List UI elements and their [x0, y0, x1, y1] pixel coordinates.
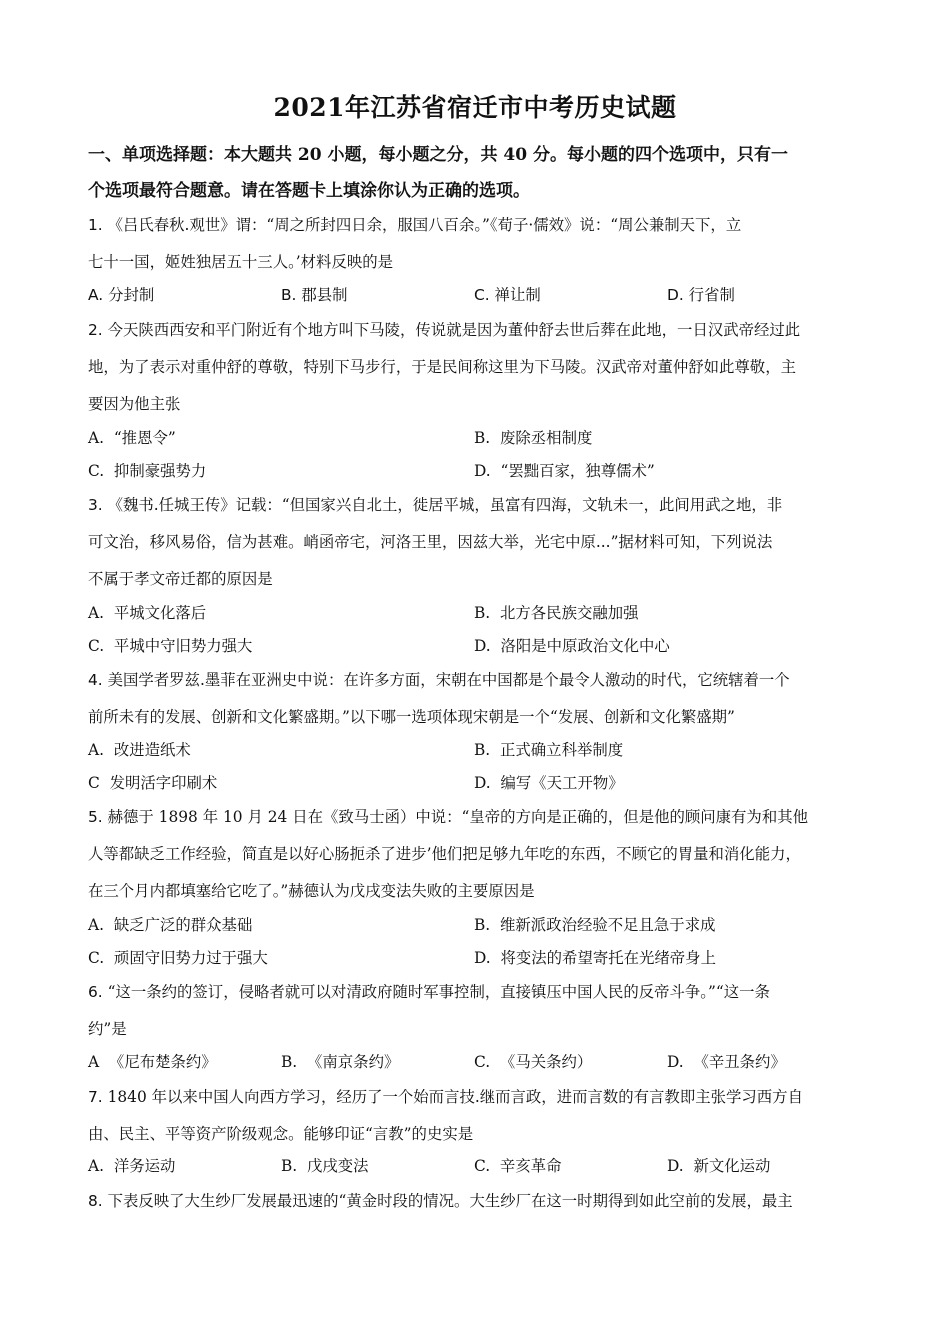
- question-4-line-2: 前所未有的发展、创新和文化繁盛期。”以下哪一选项体现宋朝是一个“发展、创新和文化繁盛期”: [88, 708, 735, 726]
- option-letter: B.: [281, 1053, 298, 1071]
- q3-option-b[interactable]: [474, 602, 639, 624]
- question-1-line-2: 七十一国，姬姓独居五十三人。’材料反映的是: [88, 253, 394, 271]
- option-text: 缺乏广泛的群众基础: [113, 916, 253, 934]
- q6-option-d[interactable]: [667, 1051, 786, 1073]
- option-text: 行省制: [688, 286, 735, 304]
- option-letter: D.: [667, 1053, 684, 1071]
- question-8-line-1: [88, 1190, 868, 1212]
- question-5-line-2: 人等都缺乏工作经验，简直是以好心肠扼杀了进步’他们把足够九年吃的东西，不顾它的胃量和消化能力，: [88, 845, 801, 863]
- question-text: 《魏书.任城王传》记载：“但国家兴自北土，徙居平城，虽富有四海，文轨未一，此间用武之地，非: [107, 496, 783, 514]
- option-text: 洋务运动: [113, 1157, 176, 1175]
- q2-option-a[interactable]: [88, 427, 176, 449]
- option-letter: D.: [474, 637, 491, 655]
- option-letter: C.: [88, 462, 105, 480]
- option-text: 《马关条约）: [499, 1053, 593, 1071]
- question-number: 3.: [88, 496, 103, 514]
- option-letter: B.: [474, 429, 491, 447]
- option-letter: B.: [474, 916, 491, 934]
- q7-option-c[interactable]: [474, 1155, 562, 1177]
- option-letter: C: [88, 774, 100, 792]
- q1-option-b[interactable]: [281, 284, 348, 306]
- question-number: 2.: [88, 321, 103, 339]
- q4-option-d[interactable]: [474, 772, 624, 794]
- option-text: 辛亥革命: [499, 1157, 562, 1175]
- option-text: 发明活字印刷术: [109, 774, 218, 792]
- option-text: 新文化运动: [693, 1157, 771, 1175]
- question-number: 1.: [88, 216, 103, 234]
- option-text: “罢黜百家，独尊儒术”: [500, 462, 655, 480]
- option-text: 北方各民族交融加强: [500, 604, 639, 622]
- question-number: 8.: [88, 1192, 103, 1210]
- q4-option-b[interactable]: [474, 739, 623, 761]
- question-1-line-1: [88, 214, 868, 236]
- option-letter: B.: [474, 741, 491, 759]
- option-text: 改进造纸术: [113, 741, 191, 759]
- option-letter: D.: [474, 774, 491, 792]
- question-5-line-1: [88, 806, 868, 828]
- question-text: 1840 年以来中国人向西方学习，经历了一个始而言技.继而言政，进而言数的有言教即主张学习西方自: [107, 1088, 803, 1106]
- section-instructions-line2: 个选项最符合题意。请在答题卡上填涂你认为正确的选项。: [88, 181, 530, 201]
- option-letter: B.: [281, 286, 297, 304]
- question-6-line-2: 约”是: [88, 1020, 127, 1038]
- question-text: 美国学者罗兹.墨菲在亚洲史中说：在许多方面，宋朝在中国都是个最令人激动的时代，它统辖着一个: [107, 671, 790, 689]
- question-number: 5.: [88, 808, 103, 826]
- q5-option-c[interactable]: [88, 947, 268, 969]
- q4-option-c[interactable]: [88, 772, 217, 794]
- option-letter: A.: [88, 286, 104, 304]
- question-7-line-2: 由、民主、平等资产阶级观念。能够印证“言教”的史实是: [88, 1125, 474, 1143]
- option-text: 维新派政治经验不足且急于求成: [500, 916, 716, 934]
- option-letter: B.: [474, 604, 491, 622]
- option-letter: B.: [281, 1157, 298, 1175]
- q5-option-a[interactable]: [88, 914, 252, 936]
- page-title: 2021年江苏省宿迁市中考历史试题: [273, 93, 677, 122]
- q1-option-d[interactable]: [667, 284, 735, 306]
- option-text: 顽固守旧势力过于强大: [113, 949, 268, 967]
- option-letter: D.: [474, 462, 491, 480]
- question-7-line-1: [88, 1086, 868, 1108]
- question-text: 今天陕西西安和平门附近有个地方叫下马陵，传说就是因为董仲舒去世后葬在此地，一日汉武帝经过此: [107, 321, 801, 339]
- option-letter: A.: [88, 429, 105, 447]
- section-instructions-line1: 一、单项选择题：本大题共 20 小题，每小题之分，共 40 分。每小题的四个选项中，只有一: [88, 145, 788, 165]
- q6-option-c[interactable]: [474, 1051, 592, 1073]
- q1-option-c[interactable]: [474, 284, 541, 306]
- question-text: 《吕氏春秋.观世》谓：“周之所封四日余，服国八百余。”《荀子·儒效》说：“周公兼制天下，立: [107, 216, 742, 234]
- option-text: 洛阳是中原政治文化中心: [500, 637, 670, 655]
- option-text: 平城中守旧势力强大: [113, 637, 253, 655]
- q7-option-a[interactable]: [88, 1155, 175, 1177]
- option-letter: C.: [474, 1157, 491, 1175]
- option-letter: C.: [474, 286, 490, 304]
- question-3-line-1: [88, 494, 868, 516]
- q3-option-c[interactable]: [88, 635, 252, 657]
- question-3-line-3: 不属于孝文帝迁都的原因是: [88, 570, 273, 588]
- option-text: 抑制豪强势力: [113, 462, 207, 480]
- question-5-line-3: 在三个月内都填塞给它吃了。”赫德认为戊戌变法失败的主要原因是: [88, 882, 535, 900]
- option-letter: C.: [88, 637, 105, 655]
- option-letter: A.: [88, 741, 105, 759]
- question-6-line-1: [88, 981, 868, 1003]
- q2-option-d[interactable]: [474, 460, 655, 482]
- option-text: 将变法的希望寄托在光绪帝身上: [500, 949, 716, 967]
- option-letter: A.: [88, 604, 105, 622]
- option-letter: C.: [88, 949, 105, 967]
- question-3-line-2: 可文治，移风易俗，信为甚难。峭函帝宅，河洛王里，因兹大举，光宅中原...”据材料可知，下列说法: [88, 533, 773, 551]
- option-letter: A.: [88, 916, 105, 934]
- q4-option-a[interactable]: [88, 739, 191, 761]
- question-text: “这一条约的签订，侵略者就可以对清政府随时军事控制，直接镇压中国人民的反帝斗争。”“这一条: [107, 983, 770, 1001]
- option-letter: D.: [474, 949, 491, 967]
- q5-option-b[interactable]: [474, 914, 715, 936]
- option-text: 《辛丑条约》: [693, 1053, 786, 1071]
- question-4-line-1: [88, 669, 868, 691]
- option-text: “推恩令”: [113, 429, 176, 447]
- q6-option-b[interactable]: [281, 1051, 399, 1073]
- question-number: 4.: [88, 671, 103, 689]
- option-text: 平城文化落后: [113, 604, 207, 622]
- option-text: 《南京条约》: [307, 1053, 400, 1071]
- q5-option-d[interactable]: [474, 947, 716, 969]
- q1-option-a[interactable]: [88, 284, 154, 306]
- question-text: 下表反映了大生纱厂发展最迅速的“黄金时段的情况。大生纱厂在这一时期得到如此空前的发展，最主: [107, 1192, 793, 1210]
- question-2-line-1: [88, 319, 868, 341]
- q3-option-a[interactable]: [88, 602, 206, 624]
- option-letter: A.: [88, 1157, 105, 1175]
- option-text: 《尼布楚条约》: [108, 1053, 217, 1071]
- question-text: 赫德于 1898 年 10 月 24 日在《致马士函）中说：“皇帝的方向是正确的，但是他的顾问康有为和其他: [107, 808, 808, 826]
- option-letter: D.: [667, 1157, 684, 1175]
- option-text: 戊戌变法: [307, 1157, 369, 1175]
- option-letter: A: [88, 1053, 100, 1071]
- option-text: 正式确立科举制度: [500, 741, 624, 759]
- q2-option-c[interactable]: [88, 460, 206, 482]
- q7-option-b[interactable]: [281, 1155, 369, 1177]
- question-number: 7.: [88, 1088, 103, 1106]
- q7-option-d[interactable]: [667, 1155, 770, 1177]
- option-text: 编写《天工开物》: [500, 774, 624, 792]
- question-2-line-3: 要因为他主张: [88, 395, 181, 413]
- option-text: 禅让制: [494, 286, 541, 304]
- question-2-line-2: 地，为了表示对重仲舒的尊敬，特别下马步行，于是民间称这里为下马陵。汉武帝对董仲舒如此尊敬，主: [88, 358, 796, 376]
- question-number: 6.: [88, 983, 103, 1001]
- q3-option-d[interactable]: [474, 635, 670, 657]
- option-letter: C.: [474, 1053, 491, 1071]
- option-text: 废除丞相制度: [500, 429, 593, 447]
- option-text: 郡县制: [301, 286, 348, 304]
- q6-option-a[interactable]: [88, 1051, 217, 1073]
- option-letter: D.: [667, 286, 684, 304]
- q2-option-b[interactable]: [474, 427, 592, 449]
- option-text: 分封制: [108, 286, 155, 304]
